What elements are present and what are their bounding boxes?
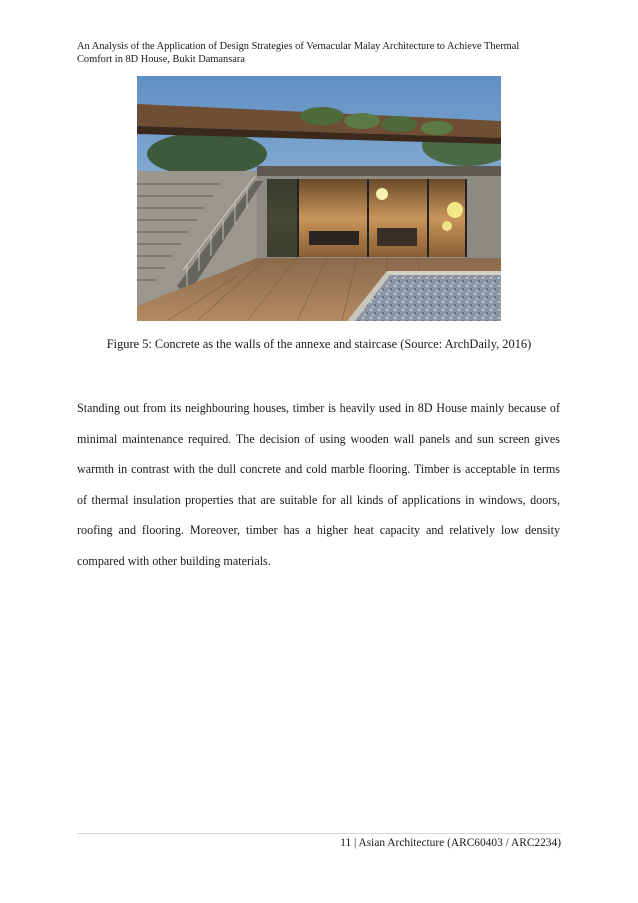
photo-illustration [137, 76, 501, 321]
footer-divider [77, 833, 561, 834]
running-header: An Analysis of the Application of Design Strategies of Vernacular Malay Architecture to Achieve Thermal Comfort in 8D House, Bukit Damansara [77, 41, 520, 65]
page-footer: 11 | Asian Architecture (ARC60403 / ARC2234) [340, 837, 561, 849]
figure-caption: Figure 5: Concrete as the walls of the annexe and staircase (Source: ArchDaily, 2016) [106, 337, 532, 351]
figure-photo-annexe-staircase [137, 76, 501, 321]
body-paragraph: Standing out from its neighbouring houses, timber is heavily used in 8D House mainly because of minimal maintenance required. The decision of using wooden wall panels and sun screen gives warmth in contrast with the dull concrete and cold marble flooring. Timber is acceptable in terms of thermal insulation properties that are suitable for all kinds of applications in windows, doors, roofing and flooring. Moreover, timber has a higher heat capacity and relatively low density compared with other building materials. [77, 401, 560, 568]
